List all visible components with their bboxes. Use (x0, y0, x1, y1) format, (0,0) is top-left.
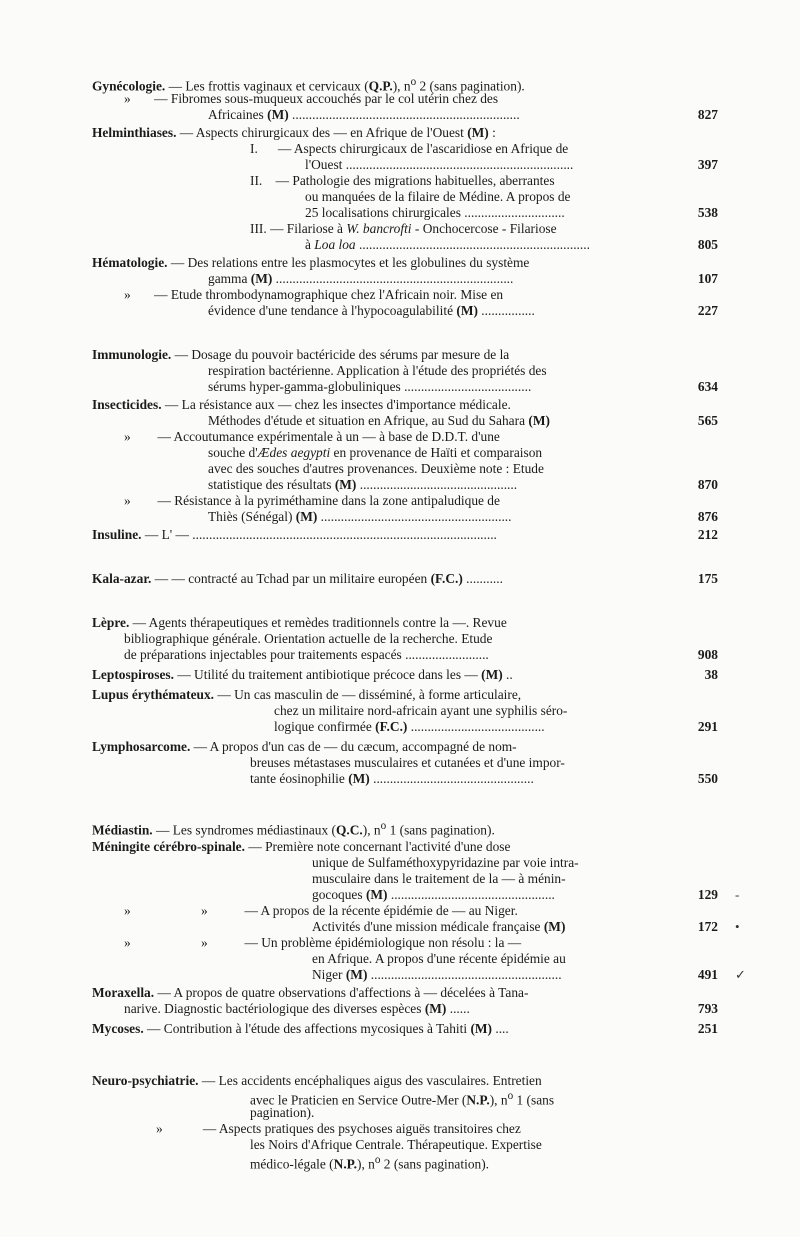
page-number: 870 (697, 477, 718, 492)
index-line: Moraxella. — A propos de quatre observations d'affections à — décelées à Tana- (92, 985, 529, 1000)
index-line: Lèpre. — Agents thérapeutiques et remèdes traditionnels contre la —. Revue (92, 615, 507, 630)
index-line: Neuro-psychiatrie. — Les accidents encéphaliques aigus des vasculaires. Entretien (92, 1073, 542, 1088)
index-line: logique confirmée (F.C.) ........................................ (274, 719, 545, 734)
index-line: » — Fibromes sous-muqueux accouchés par le col utérin chez des (124, 91, 499, 106)
index-line: tante éosinophilie (M) ................................................ (250, 771, 534, 786)
index-line: Médiastin. — Les syndromes médiastinaux (Q.C.), $n^o$ 1 (sans pagination). (92, 820, 495, 838)
index-line: bibliographique générale. Orientation actuelle de la recherche. Etude (124, 631, 493, 646)
index-line: avec des souches d'autres provenances. Deuxième note : Etude (208, 461, 544, 476)
index-line: I. — Aspects chirurgicaux de l'ascaridiose en Afrique de (250, 141, 569, 156)
index-line: ou manquées de la filaire de Médine. A propos de (305, 189, 571, 204)
page-number: 129 (697, 887, 718, 902)
index-line: en Afrique. A propos d'une récente épidémie au (312, 951, 566, 966)
page-number: 634 (697, 379, 718, 394)
page-number: 876 (697, 509, 718, 524)
index-line: de préparations injectables pour traitements espacés ......................... (124, 647, 489, 662)
page-number: 291 (697, 719, 718, 734)
page-number: 212 (697, 527, 718, 542)
page-number: 827 (697, 107, 718, 122)
index-line: Mycoses. — Contribution à l'étude des affections mycosiques à Tahiti (M) .... (92, 1021, 509, 1036)
index-line: » — Etude thrombodynamographique chez l'Africain noir. Mise en (124, 287, 504, 302)
index-line: évidence d'une tendance à l'hypocoagulabilité (M) ................ (208, 303, 535, 318)
index-line: Insuline. — L' — ........................................................................................... (92, 527, 497, 542)
page-number: 908 (697, 647, 718, 662)
index-line: Niger (M) ......................................................... (312, 967, 562, 982)
page-number: 805 (697, 237, 718, 252)
index-line: statistique des résultats (M) ............................................... (208, 477, 518, 492)
index-line: Méthodes d'étude et situation en Afrique, au Sud du Sahara (M) (208, 413, 550, 428)
page-number: 793 (697, 1001, 718, 1016)
index-line: » » — A propos de la récente épidémie de — au Niger. (124, 903, 518, 918)
index-line: Helminthiases. — Aspects chirurgicaux des — en Afrique de l'Ouest (M) : (92, 125, 496, 140)
index-line: Thiès (Sénégal) (M) ......................................................... (208, 509, 512, 524)
index-line: » — Résistance à la pyriméthamine dans la zone antipaludique de (124, 493, 500, 508)
margin-mark: ✓ (735, 967, 746, 982)
index-line: souche d'Ædes aegypti en provenance de Haïti et comparaison (208, 445, 543, 460)
margin-mark: • (735, 919, 740, 934)
index-line: avec le Praticien en Service Outre-Mer (N.P.), $n^o$ 1 (sans (250, 1090, 555, 1108)
page-number: 38 (704, 667, 718, 682)
page-number: 172 (697, 919, 718, 934)
index-line: sérums hyper-gamma-globuliniques ...................................... (208, 379, 532, 394)
page-number: 565 (697, 413, 718, 428)
page-number: 227 (697, 303, 718, 318)
index-line: Leptospiroses. — Utilité du traitement antibiotique précoce dans les — (M) .. (92, 667, 513, 682)
page-number: 397 (697, 157, 718, 172)
index-line: III. — Filariose à W. bancrofti - Onchocercose - Filariose (250, 221, 557, 236)
index-line: 25 localisations chirurgicales .............................. (305, 205, 565, 220)
index-line: Lupus érythémateux. — Un cas masculin de — disséminé, à forme articulaire, (92, 687, 522, 702)
index-line: l'Ouest .................................................................... (305, 157, 574, 172)
index-line: Activités d'une mission médicale française (M) (312, 919, 566, 934)
index-line: musculaire dans le traitement de la — à ménin- (312, 871, 566, 886)
index-line: médico-légale (N.P.), $n^o$ 2 (sans pagination). (250, 1154, 490, 1172)
index-line: gamma (M) ....................................................................... (208, 271, 514, 286)
index-line: Insecticides. — La résistance aux — chez les insectes d'importance médicale. (92, 397, 511, 412)
index-line: à Loa loa ..................................................................... (305, 237, 590, 252)
index-line: narive. Diagnostic bactériologique des diverses espèces (M) ...... (124, 1001, 470, 1016)
index-line: les Noirs d'Afrique Centrale. Thérapeutique. Expertise (250, 1137, 542, 1152)
margin-mark: - (735, 887, 740, 902)
index-line: » — Accoutumance expérimentale à un — à base de D.D.T. d'une (124, 429, 500, 444)
index-line: gocoques (M) ................................................. (312, 887, 555, 902)
index-line: Lymphosarcome. — A propos d'un cas de — du cæcum, accompagné de nom- (92, 739, 517, 754)
index-line: breuses métastases musculaires et cutanées et d'une impor- (250, 755, 565, 770)
index-line: unique de Sulfaméthoxypyridazine par voie intra- (312, 855, 579, 870)
index-line: II. — Pathologie des migrations habituelles, aberrantes (250, 173, 555, 188)
index-line: Africaines (M) .................................................................... (208, 107, 520, 122)
index-line: chez un militaire nord-africain ayant une syphilis séro- (274, 703, 568, 718)
page-number: 538 (697, 205, 718, 220)
page-number: 251 (697, 1021, 718, 1036)
page-number: 491 (697, 967, 718, 982)
page-number: 175 (697, 571, 718, 586)
index-line: » » — Un problème épidémiologique non résolu : la — (124, 935, 522, 950)
index-line: » — Aspects pratiques des psychoses aiguës transitoires chez (156, 1121, 521, 1136)
index-line: Immunologie. — Dosage du pouvoir bactéricide des sérums par mesure de la (92, 347, 510, 362)
index-line: Kala-azar. — — contracté au Tchad par un militaire européen (F.C.) ........... (92, 571, 503, 586)
page-number: 107 (697, 271, 718, 286)
index-line: Gynécologie. — Les frottis vaginaux et cervicaux (Q.P.), $n^o$ 2 (sans pagination). (92, 76, 525, 94)
index-line: Méningite cérébro-spinale. — Première note concernant l'activité d'une dose (92, 839, 511, 854)
index-line: respiration bactérienne. Application à l'étude des propriétés des (208, 363, 547, 378)
index-line: pagination). (250, 1105, 315, 1120)
page-number: 550 (697, 771, 718, 786)
index-line: Hématologie. — Des relations entre les plasmocytes et les globulines du système (92, 255, 530, 270)
